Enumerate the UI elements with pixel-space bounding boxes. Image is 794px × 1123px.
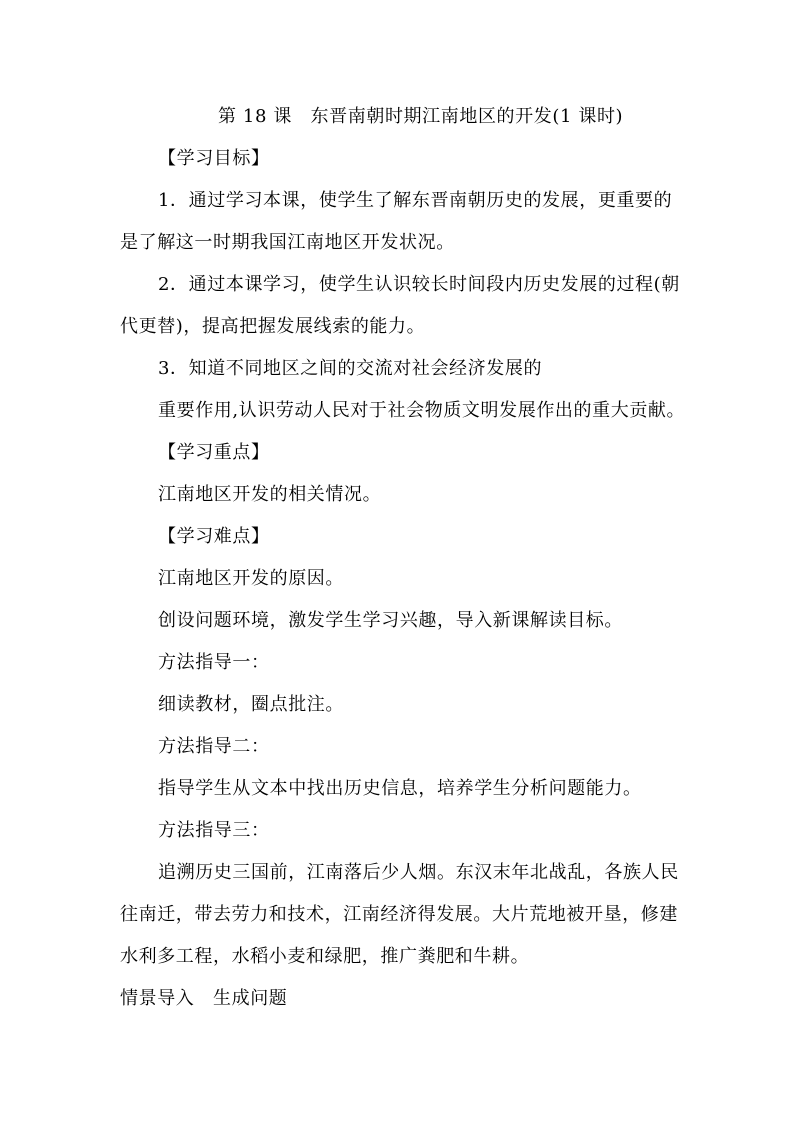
- objective-3-line-2: 重要作用,认识劳动人民对于社会物质文明发展作出的重大贡献。: [158, 400, 686, 421]
- intro-text: 创设问题环境，激发学生学习兴趣，导入新课解读目标。: [158, 610, 623, 631]
- objective-1-line-2: 是了解这一时期我国江南地区开发状况。: [120, 232, 455, 253]
- method-guide-3-text-line-1: 追溯历史三国前，江南落后少人烟。东汉末年北战乱，各族人民: [158, 862, 679, 883]
- difficulty-text: 江南地区开发的原因。: [158, 568, 344, 589]
- section-heading-key-points: 【学习重点】: [158, 442, 270, 463]
- method-guide-1-heading: 方法指导一：: [158, 652, 270, 673]
- method-guide-2-text: 指导学生从文本中找出历史信息，培养学生分析问题能力。: [158, 778, 642, 799]
- key-point-text: 江南地区开发的相关情况。: [158, 484, 382, 505]
- method-guide-3-text-line-3: 水利多工程，水稻小麦和绿肥，推广粪肥和牛耕。: [120, 946, 530, 967]
- method-guide-3-text-line-2: 往南迁，带去劳力和技术，江南经济得发展。大片荒地被开垦，修建: [120, 904, 678, 925]
- method-guide-1-text: 细读教材，圈点批注。: [158, 694, 344, 715]
- method-guide-3-heading: 方法指导三：: [158, 820, 270, 841]
- scenario-intro-heading: 情景导入 生成问题: [120, 988, 288, 1009]
- method-guide-2-heading: 方法指导二：: [158, 736, 270, 757]
- section-heading-difficulties: 【学习难点】: [158, 526, 270, 547]
- section-heading-objectives: 【学习目标】: [158, 148, 270, 169]
- lesson-title: 第 18 课 东晋南朝时期江南地区的开发(1 课时): [218, 106, 624, 127]
- objective-1-line-1: 1．通过学习本课，使学生了解东晋南朝历史的发展，更重要的: [158, 190, 673, 211]
- objective-2-line-1: 2．通过本课学习，使学生认识较长时间段内历史发展的过程(朝: [158, 274, 680, 295]
- objective-2-line-2: 代更替)，提高把握发展线索的能力。: [120, 316, 426, 337]
- objective-3-line-1: 3．知道不同地区之间的交流对社会经济发展的: [158, 358, 543, 379]
